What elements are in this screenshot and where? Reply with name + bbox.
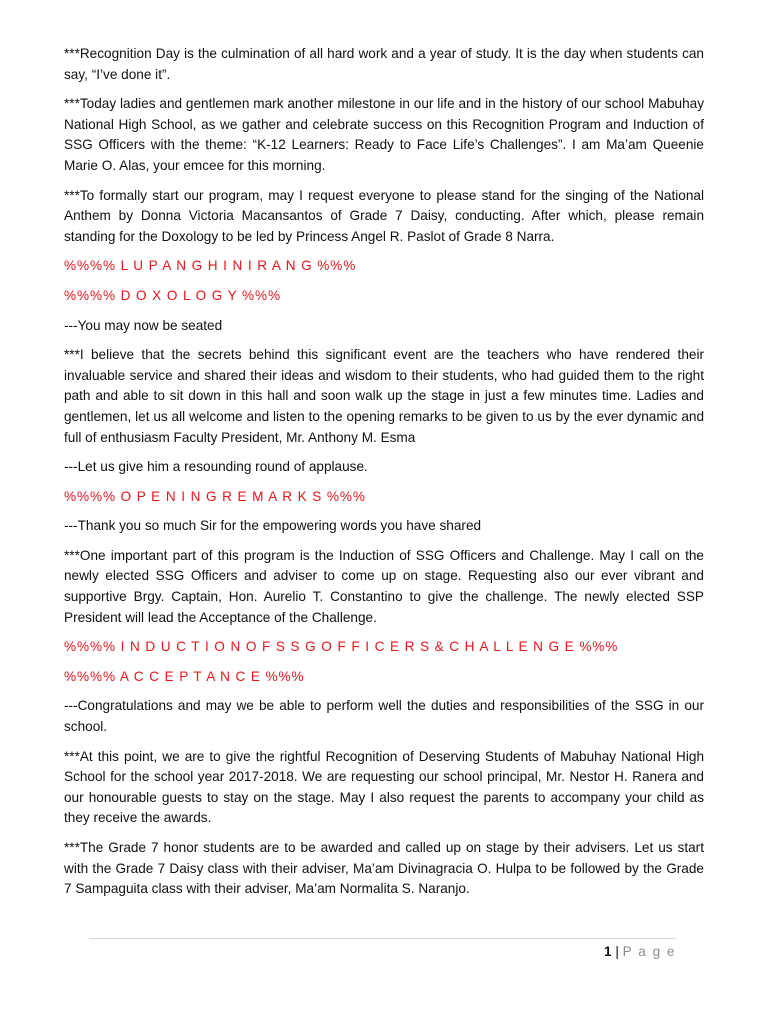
page-footer xyxy=(89,938,676,966)
heading-induction: %%%% I N D U C T I O N O F S S G O F F I C E R S & C H A L L E N G E %%% xyxy=(64,639,619,655)
page-word: P a g e xyxy=(622,944,676,959)
paragraph-induction: ***One important part of this program is the Induction of SSG Officers and Challenge. May I call on the newly elected SSG Officers and adviser to come up on stage. Requesting also our ever vibrant and supportive Brgy. Captain, Hon. Aurelio T. Constantino to give the challenge. The newly elected SSP President will lead the Acceptance of the Challenge. xyxy=(64,547,704,625)
paragraph-be-seated: ---You may now be seated xyxy=(64,317,223,333)
footer-separator: | xyxy=(611,944,623,959)
paragraph-thank-you: ---Thank you so much Sir for the empowering words you have shared xyxy=(64,518,482,534)
paragraph-welcome: ***Today ladies and gentlemen mark another milestone in our life and in the history of our school Mabuhay National High School, as we gather and celebrate success on this Recognition Program and Induction of SSG Officers with the theme: “K-12 Learners: Ready to Face Life’s Challenges”. I am Ma’am Queenie Marie O. Alas, your emcee for this morning. xyxy=(64,96,704,173)
heading-lupang-hinirang: %%%% L U P A N G H I N I R A N G %%% xyxy=(64,258,357,274)
document-body xyxy=(64,44,704,909)
paragraph-recognition: ***At this point, we are to give the rightful Recognition of Deserving Students of Mabuhay National High School for the school year 2017-2018. We are requesting our school principal, Mr. Nestor H. Ranera and our honourable guests to stay on the stage. May I also request the parents to accompany your child as they receive the awards. xyxy=(64,748,704,826)
heading-opening-remarks: %%%% O P E N I N G R E M A R K S %%% xyxy=(64,488,366,504)
paragraph-applause: ---Let us give him a resounding round of applause. xyxy=(64,459,368,475)
heading-acceptance: %%%% A C C E P T A N C E %%% xyxy=(64,668,305,684)
page-number-label xyxy=(604,944,676,959)
heading-doxology: %%%% D O X O L O G Y %%% xyxy=(64,287,282,303)
paragraph-grade7: ***The Grade 7 honor students are to be awarded and called up on stage by their advisers. Let us start with the Grade 7 Daisy class with their adviser, Ma’am Divinagracia O. Hulpa to be followed by the Grade 7 Sampaguita class with their adviser, Ma’am Normalita S. Naranjo. xyxy=(64,840,704,897)
paragraph-program-start: ***To formally start our program, may I request everyone to please stand for the singing of the National Anthem by Donna Victoria Macansantos of Grade 7 Daisy, conducting. After which, please remain standing for the Doxology to be led by Princess Angel R. Paslot of Grade 8 Narra. xyxy=(64,187,704,244)
paragraph-intro: ***Recognition Day is the culmination of all hard work and a year of study. It is the day when students can say, “I’ve done it”. xyxy=(64,46,704,82)
page-number: 1 xyxy=(604,944,612,959)
paragraph-teachers: ***I believe that the secrets behind this significant event are the teachers who have rendered their invaluable service and shared their ideas and wisdom to their students, who had guided them to the right path and able to sit down in this hall and soon walk up the stage in just a few minutes time. Ladies and gentlemen, let us all welcome and listen to the opening remarks to be given to us by the ever dynamic and full of enthusiasm Faculty President, Mr. Anthony M. Esma xyxy=(64,347,704,445)
paragraph-congratulations: ---Congratulations and may we be able to perform well the duties and responsibilities of the SSG in our school. xyxy=(64,698,704,735)
